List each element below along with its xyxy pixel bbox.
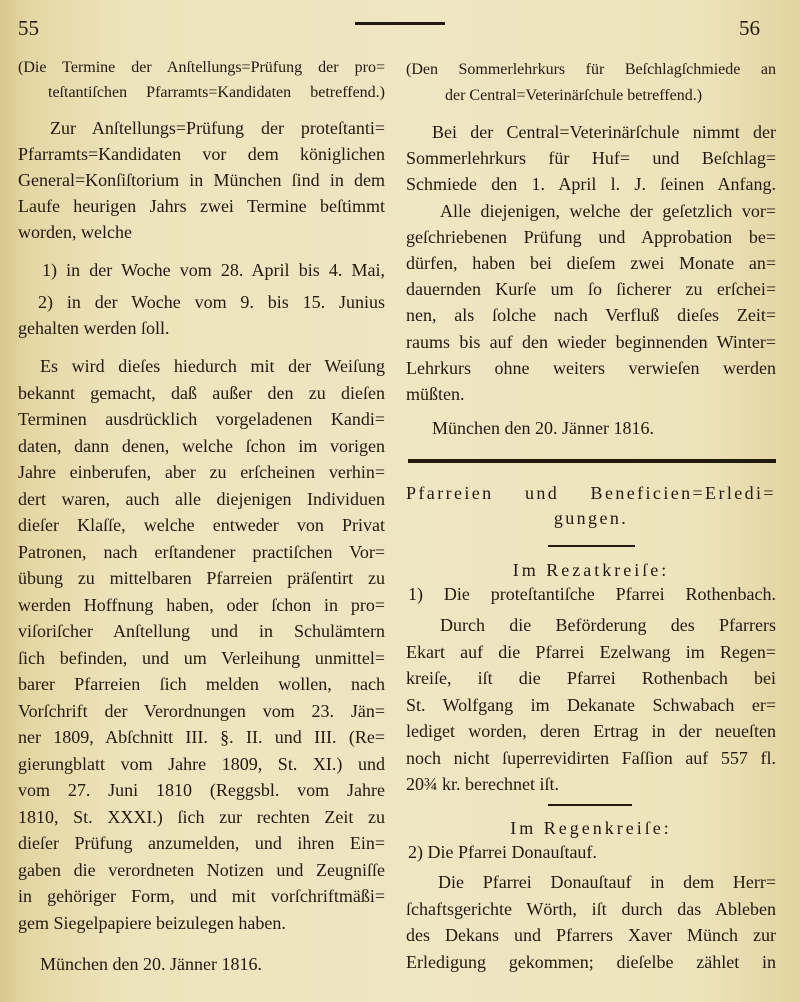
- title-line: (Den Sommerlehrkurs für Beſchlagſchmiede an: [406, 61, 776, 78]
- course-body-paragraph: [406, 119, 776, 407]
- vacancy-title-line: 2) Die Pfarrei Donauſtauf.: [408, 842, 597, 862]
- course-notice-title: [406, 57, 776, 109]
- title-line: teſtantiſchen Pfarramts=Kandidaten betreffend.): [48, 84, 385, 101]
- text-line: geſchriebenen Prüfung und Approbation be=: [406, 226, 776, 247]
- text-line: Schmiede den 1. April l. J. ſeinen Anfang.: [406, 174, 776, 195]
- text-line: worden, welche: [18, 222, 132, 242]
- text-line: barer Pfarreien ſich melden wollen, nach: [18, 674, 385, 694]
- text-line: nen, als ſolche nach Verfluß dieſes Zeit=: [406, 305, 776, 326]
- vacancy-paragraph: [406, 869, 776, 976]
- district-heading: [406, 815, 776, 841]
- text-line: Terminen ausdrücklich vorgeladenen Kandi=: [18, 409, 385, 429]
- vacancy-title: [406, 839, 776, 865]
- text-line: ner 1809, Abſchnitt III. §. II. und III. (Re=: [18, 727, 385, 747]
- text-line: Durch die Beförderung des Pfarrers: [440, 615, 776, 635]
- exam-intro-paragraph: [18, 115, 385, 245]
- text-line: Sommerlehrkurs für Huf= und Beſchlag=: [406, 148, 776, 169]
- title-line: der Central=Veterinärſchule betreffend.): [445, 87, 703, 104]
- text-line: Pfarramts=Kandidaten vor dem königlichen: [18, 144, 385, 164]
- date-list-item: [18, 257, 385, 283]
- text-line: ſchaftsgerichte Wörth, iſt durch das Ableben: [406, 898, 776, 919]
- text-line: müßten.: [406, 383, 465, 404]
- text-line: dauernden Kurſe um ſo ſicherer zu erſchei=: [406, 279, 776, 300]
- section-divider: [408, 459, 776, 463]
- text-line: werden Hoffnung haben, oder ſchon in pro=: [18, 594, 385, 615]
- date-line: München den 20. Jänner 1816.: [40, 954, 262, 974]
- text-line: Es wird dieſes hiedurch mit der Weiſung: [40, 356, 385, 376]
- text-line: dert waren, auch alle diejenigen Individuen: [18, 488, 385, 509]
- page-number-right: 56: [739, 16, 760, 40]
- text-line: daten, dann denen, welche ſchon im vorigen: [18, 435, 385, 456]
- text-line: bekannt gemacht, daß außer den zu dieſen: [18, 382, 385, 403]
- text-line: viſoriſcher Anſtellung und in Schulämtern: [18, 621, 385, 641]
- exam-notice-signature: [18, 951, 385, 977]
- text-line: Laufe heurigen Jahrs zwei Termine beſtimmt: [18, 196, 385, 216]
- text-line: Zur Anſtellungs=Prüfung der proteſtanti=: [50, 118, 385, 138]
- district-label: Im Rezatkreiſe:: [512, 560, 670, 580]
- heading-line: Pfarreien und Beneficien=Erledi=: [406, 483, 776, 503]
- text-line: 20¾ kr. berechnet iſt.: [406, 774, 559, 794]
- short-divider: [548, 545, 635, 547]
- text-line: Ekart auf die Pfarrei Ezelwang im Regen=: [406, 641, 776, 662]
- text-line: des Dekans und Pfarrers Xaver Münch zur: [406, 925, 776, 946]
- text-line: noch nicht ſuperrevidirten Faſſion auf 557 fl.: [406, 747, 776, 768]
- text-line: dieſer Prüfung anzumelden, und ihren Ein=: [18, 833, 385, 853]
- text-line: dieſer Klaſſe, welche entweder von Privat: [18, 515, 385, 535]
- text-line: Lehrkurs ohne weiters verwieſen werden: [406, 357, 776, 378]
- date-line: München den 20. Jänner 1816.: [432, 418, 654, 438]
- text-line: gierungblatt vom Jahre 1809, St. XI.) und: [18, 753, 385, 774]
- heading-line: gungen.: [553, 508, 629, 528]
- text-line: 1) in der Woche vom 28. April bis 4. Mai,: [42, 260, 385, 280]
- text-line: Patronen, nach erſtandener practiſchen Vor=: [18, 541, 385, 562]
- page-number-left: 55: [18, 16, 39, 40]
- date-list-item: [18, 289, 385, 341]
- title-line: (Die Termine der Anſtellungs=Prüfung der pro=: [18, 59, 385, 76]
- text-line: lediget worden, deren Ertrag in der neueſten: [406, 721, 776, 741]
- text-line: St. Wolfgang im Dekanate Schwabach er=: [406, 694, 776, 715]
- text-line: Erledigung gekommen; dieſelbe zählet in: [406, 952, 776, 973]
- left-column: [18, 0, 385, 1002]
- text-line: Bei der Central=Veterinärſchule nimmt der: [432, 122, 776, 142]
- text-line: gaben die verordneten Notizen und Zeugniſſe: [18, 859, 385, 880]
- course-notice-signature: [406, 415, 776, 441]
- district-label: Im Regenkreiſe:: [510, 818, 672, 838]
- vacancy-title-line: 1) Die proteſtantiſche Pfarrei Rothenbach.: [408, 584, 776, 604]
- text-line: gehalten werden ſoll.: [18, 318, 170, 338]
- text-line: dürfen, haben bei dieſem zwei Monate an=: [406, 252, 776, 273]
- right-column: [406, 0, 776, 1002]
- text-line: raums bis auf den wieder beginnenden Winter=: [406, 331, 776, 352]
- text-line: Jahre einberufen, aber zu erſcheinen verhin=: [18, 462, 385, 482]
- district-heading: [406, 557, 776, 583]
- short-divider: [548, 804, 632, 806]
- text-line: Vorſchrift der Verordnungen vom 23. Jän=: [18, 700, 385, 721]
- text-line: in gehöriger Form, und mit vorſchriftmäßi=: [18, 886, 385, 906]
- section-heading: [406, 481, 776, 531]
- text-line: 1810, St. XXXI.) ſich zur rechten Zeit zu: [18, 806, 385, 827]
- vacancy-title: [406, 581, 776, 607]
- text-line: kreiſe, iſt die Pfarrei Rothenbach bei: [406, 668, 776, 688]
- exam-notice-title: [18, 55, 385, 105]
- vacancy-paragraph: [406, 612, 776, 798]
- text-line: ſich befinden, und um Verleihung unmittel=: [18, 647, 385, 668]
- exam-body-paragraph: [18, 353, 385, 936]
- text-line: Die Pfarrei Donauſtauf in dem Herr=: [438, 872, 776, 892]
- text-line: General=Konſiſtorium in München ſind in dem: [18, 170, 385, 190]
- text-line: 2) in der Woche vom 9. bis 15. Junius: [38, 292, 385, 312]
- text-line: vom 27. Juni 1810 (Reggsbl. vom Jahre: [18, 780, 385, 800]
- text-line: Alle diejenigen, welche der geſetzlich vor=: [440, 200, 776, 221]
- text-line: übung zu mittelbaren Pfarreien präſentirt zu: [18, 568, 385, 588]
- text-line: gem Siegelpapiere beizulegen haben.: [18, 912, 286, 933]
